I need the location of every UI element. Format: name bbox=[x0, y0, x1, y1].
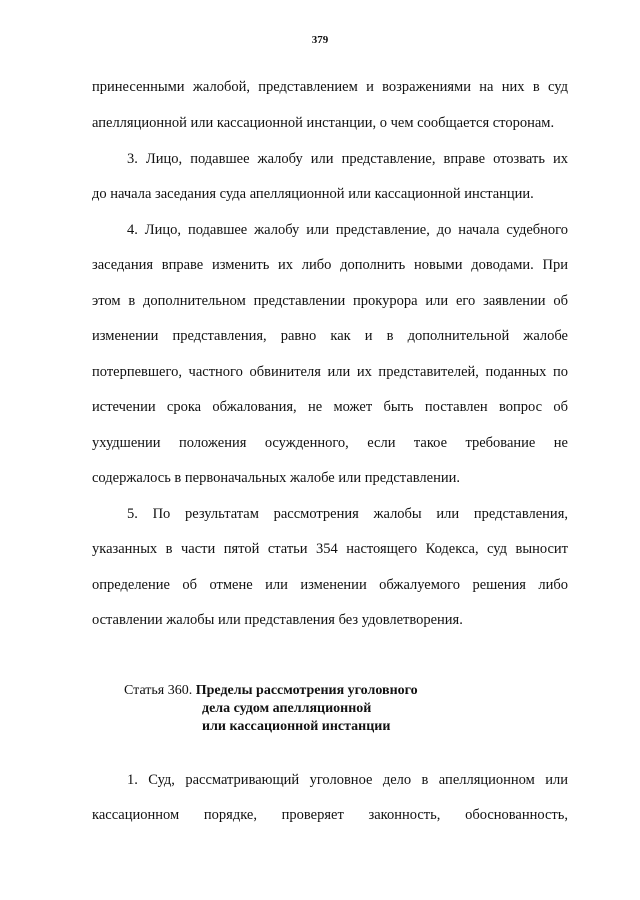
text-line: содержалось в первоначальных жалобе или представлении. bbox=[92, 470, 460, 486]
article-heading-continued bbox=[202, 700, 371, 718]
page-number: 379 bbox=[311, 34, 329, 46]
text-line: указанных в части пятой статьи 354 настоящего Кодекса, суд выносит bbox=[92, 541, 568, 557]
text-line: потерпевшего, частного обвинителя или их представителей, поданных по bbox=[92, 364, 568, 380]
text-line: 1. Суд, рассматривающий уголовное дело в апелляционном или bbox=[127, 772, 568, 788]
text-line: апелляционной или кассационной инстанции, о чем сообщается сторонам. bbox=[92, 115, 555, 131]
text-line: 5. По результатам рассмотрения жалобы или представления, bbox=[127, 506, 568, 522]
article-heading bbox=[124, 682, 418, 700]
text-line: заседания вправе изменить их либо дополнить новыми доводами. При bbox=[92, 257, 568, 273]
text-line: ухудшении положения осужденного, если такое требование не bbox=[92, 435, 568, 451]
text-line: 4. Лицо, подавшее жалобу или представление, до начала судебного bbox=[127, 222, 568, 238]
text-line: определение об отмене или изменении обжалуемого решения либо bbox=[92, 577, 568, 593]
text-line: 3. Лицо, подавшее жалобу или представление, вправе отозвать их bbox=[127, 151, 568, 167]
text-line: принесенными жалобой, представлением и возражениями на них в суд bbox=[92, 79, 568, 95]
article-number: Статья 360. bbox=[124, 683, 193, 698]
article-heading-continued bbox=[202, 718, 390, 736]
text-line: оставлении жалобы или представления без удовлетворения. bbox=[92, 612, 463, 628]
text-line: изменении представления, равно как и в дополнительной жалобе bbox=[92, 328, 568, 344]
article-title-line: или кассационной инстанции bbox=[202, 719, 391, 734]
text-line: до начала заседания суда апелляционной или кассационной инстанции. bbox=[92, 186, 534, 202]
article-title-line: Пределы рассмотрения уголовного bbox=[195, 683, 418, 698]
article-title-line: дела судом апелляционной bbox=[202, 701, 372, 716]
text-line: кассационном порядке, проверяет законность, обоснованность, bbox=[92, 807, 568, 823]
text-line: истечении срока обжалования, не может быть поставлен вопрос об bbox=[92, 399, 568, 415]
text-line: этом в дополнительном представлении прокурора или его заявлении об bbox=[92, 293, 568, 309]
